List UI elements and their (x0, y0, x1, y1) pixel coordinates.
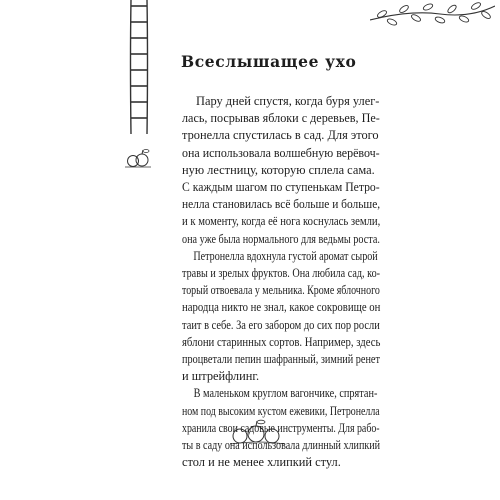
text-line: тронелла спустилась в сад. Для этого (182, 128, 379, 143)
text-line: Петронелла вдохнула густой аромат сырой (193, 248, 378, 263)
text-line: травы и зрелых фруктов. Она любила сад, ко- (182, 265, 381, 280)
text-line: ную лестницу, которую сплела сама. (182, 162, 375, 177)
rope-ladder-illustration (128, 0, 150, 134)
apples-illustration (125, 148, 151, 168)
text-line: народца никто не знал, какое сокровище он (182, 300, 381, 315)
chapter-title: Всеслышащее ухо (181, 52, 357, 71)
text-line: С каждым шагом по ступенькам Петро- (182, 179, 380, 194)
text-line: яблони старинных сортов. Например, здесь (182, 334, 381, 349)
text-line: Пару дней спустя, когда буря улег- (196, 94, 380, 108)
text-line: нелла становилась всё больше и больше, (182, 197, 381, 212)
text-line: хранила свои садовые инструменты. Для рабо- (182, 420, 380, 435)
text-line: она использовала волшебную верёвоч- (182, 145, 380, 160)
text-line: таит в себе. За его забором до сих пор росли (182, 317, 380, 332)
text-line: торый отвоевала у мельника. Кроме яблочного (182, 283, 380, 298)
text-line: и к моменту, когда её нога коснулась земли, (182, 214, 381, 229)
text-line: и штрейфлинг. (182, 369, 260, 384)
text-line: процветали пепин шафранный, зимний ренет (182, 352, 380, 366)
text-line: В маленьком круглом вагончике, спрятан- (193, 386, 378, 401)
text-line: она уже была нормального для ведьмы роста. (182, 231, 380, 246)
leafy-branch-illustration (370, 0, 495, 28)
text-line: ты в саду она использовала длинный хлипкий (182, 438, 381, 452)
text-line: стол и не менее хлипкий стул. (182, 455, 341, 470)
text-line: лась, посрывав яблоки с деревьев, Пе- (182, 111, 380, 126)
text-line: ном под высоким кустом ежевики, Петронелла (182, 403, 380, 418)
body-text (182, 93, 380, 471)
